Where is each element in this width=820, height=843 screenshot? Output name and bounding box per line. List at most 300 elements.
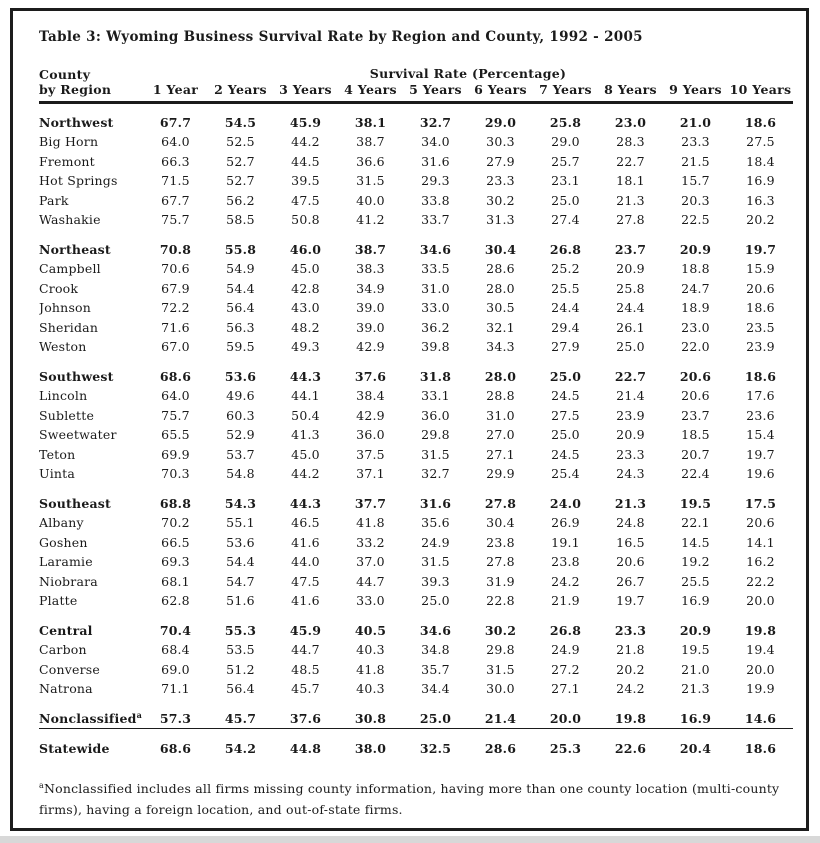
value-cell: 27.2: [551, 661, 580, 677]
value-cell: 23.6: [746, 407, 775, 423]
value-cell: 70.6: [161, 261, 190, 276]
value-cell: 54.4: [226, 280, 255, 296]
value-cell: 28.6: [484, 740, 517, 756]
value-cell: 22.5: [681, 212, 710, 227]
value-cell: 44.7: [291, 642, 320, 657]
value-cell: 25.2: [551, 261, 580, 276]
value-cell: 20.6: [681, 388, 710, 403]
region-row-southeast: [39, 494, 793, 514]
value-cell: 30.5: [486, 300, 515, 315]
column-header-1-year: 1 Year: [143, 82, 208, 103]
value-cell: 42.9: [356, 407, 385, 423]
value-cell: 28.0: [484, 368, 517, 384]
value-cell: 40.5: [354, 622, 387, 638]
value-cell: 29.9: [486, 466, 515, 481]
value-cell: 46.5: [291, 515, 320, 530]
value-cell: 70.2: [161, 515, 190, 530]
value-cell: 25.5: [551, 280, 580, 296]
value-cell: 39.0: [356, 300, 385, 315]
value-cell: 19.5: [681, 642, 710, 657]
row-label: Sublette: [39, 407, 95, 423]
value-cell: 19.9: [746, 681, 775, 696]
value-cell: 46.0: [289, 241, 322, 257]
value-cell: 25.8: [549, 114, 582, 130]
value-cell: 24.5: [551, 388, 580, 403]
value-cell: 71.6: [161, 319, 190, 335]
row-label: Northeast: [39, 241, 111, 257]
value-cell: 54.8: [226, 466, 255, 481]
table-body: [39, 103, 793, 759]
value-cell: 48.5: [291, 661, 320, 677]
value-cell: 18.9: [681, 300, 710, 315]
value-cell: 21.3: [616, 192, 645, 208]
value-cell: 24.0: [549, 495, 582, 511]
value-cell: 34.6: [419, 241, 452, 257]
value-cell: 33.0: [421, 300, 450, 315]
value-cell: 54.5: [224, 114, 257, 130]
value-cell: 15.7: [681, 173, 710, 188]
value-cell: 30.4: [484, 241, 517, 257]
column-header-9-years: 9 Years: [663, 82, 728, 103]
value-cell: 29.8: [421, 427, 450, 442]
value-cell: 68.4: [161, 642, 190, 657]
value-cell: 28.8: [486, 388, 515, 403]
value-cell: 56.4: [226, 681, 255, 696]
value-cell: 71.1: [161, 681, 190, 696]
county-row-albany: [39, 513, 793, 533]
value-cell: 64.0: [161, 388, 190, 403]
county-row-sweetwater: [39, 425, 793, 445]
value-cell: 31.5: [356, 173, 385, 188]
value-cell: 28.6: [486, 261, 515, 276]
row-label: Carbon: [39, 642, 87, 657]
row-header-line2: by Region: [39, 82, 143, 103]
region-row-southwest: [39, 367, 793, 387]
value-cell: 45.0: [291, 261, 320, 276]
row-label: Sheridan: [39, 319, 99, 335]
row-label: Northwest: [39, 114, 114, 130]
value-cell: 67.7: [159, 114, 192, 130]
group-spacer: [39, 484, 793, 494]
row-nonclassified: [39, 709, 793, 729]
county-row-big-horn: [39, 132, 793, 152]
value-cell: 34.4: [421, 681, 450, 696]
column-header-5-years: 5 Years: [403, 82, 468, 103]
value-cell: 66.5: [161, 534, 190, 550]
row-label: Platte: [39, 593, 78, 608]
value-cell: 35.7: [421, 661, 450, 677]
county-row-sheridan: [39, 318, 793, 338]
row-label: Fremont: [39, 153, 95, 169]
county-row-sublette: [39, 406, 793, 426]
value-cell: 68.1: [161, 573, 190, 589]
column-header-3-years: 3 Years: [273, 82, 338, 103]
value-cell: 18.6: [746, 300, 775, 315]
row-label: Natrona: [39, 681, 93, 696]
value-cell: 64.0: [161, 134, 190, 149]
value-cell: 38.7: [356, 134, 385, 149]
value-cell: 18.6: [744, 114, 777, 130]
row-label: Crook: [39, 280, 79, 296]
value-cell: 41.6: [291, 593, 320, 608]
value-cell: 41.2: [356, 212, 385, 227]
value-cell: 56.3: [226, 319, 255, 335]
county-row-niobrara: [39, 572, 793, 592]
value-cell: 39.0: [356, 319, 385, 335]
value-cell: 53.7: [226, 446, 255, 462]
value-cell: 28.3: [616, 134, 645, 149]
value-cell: 45.7: [208, 709, 273, 729]
value-cell: 53.5: [226, 642, 255, 657]
value-cell: 22.7: [614, 368, 647, 384]
region-row-northwest: [39, 113, 793, 133]
value-cell: 25.0: [551, 192, 580, 208]
value-cell: 23.3: [681, 134, 710, 149]
value-cell: 22.6: [614, 740, 647, 756]
value-cell: 20.2: [746, 212, 775, 227]
value-cell: 38.1: [354, 114, 387, 130]
value-cell: 16.9: [663, 709, 728, 729]
value-cell: 20.4: [679, 740, 712, 756]
value-cell: 29.0: [551, 134, 580, 149]
value-cell: 38.4: [356, 388, 385, 403]
value-cell: 23.7: [614, 241, 647, 257]
row-label: Niobrara: [39, 573, 98, 589]
value-cell: 44.1: [291, 388, 320, 403]
value-cell: 23.5: [746, 319, 775, 335]
value-cell: 44.2: [291, 466, 320, 481]
value-cell: 32.7: [419, 114, 452, 130]
value-cell: 20.2: [616, 661, 645, 677]
value-cell: 22.0: [681, 339, 710, 354]
value-cell: 47.5: [291, 192, 320, 208]
value-cell: 72.2: [161, 300, 190, 315]
value-cell: 28.0: [486, 280, 515, 296]
value-cell: 18.6: [744, 368, 777, 384]
group-column-header: Survival Rate (Percentage): [369, 66, 567, 81]
value-cell: 17.5: [744, 495, 777, 511]
value-cell: 21.0: [679, 114, 712, 130]
value-cell: 50.8: [291, 212, 320, 227]
value-cell: 26.8: [549, 622, 582, 638]
value-cell: 26.1: [616, 319, 645, 335]
value-cell: 34.6: [419, 622, 452, 638]
value-cell: 20.0: [746, 593, 775, 608]
county-row-uinta: [39, 464, 793, 484]
value-cell: 20.6: [616, 554, 645, 569]
group-spacer: [39, 103, 793, 113]
value-cell: 27.9: [551, 339, 580, 354]
value-cell: 31.5: [486, 661, 515, 677]
value-cell: 48.2: [291, 319, 320, 335]
value-cell: 18.6: [744, 740, 777, 756]
value-cell: 23.9: [616, 407, 645, 423]
row-label: Southwest: [39, 368, 114, 384]
value-cell: 41.3: [291, 427, 320, 442]
region-row-northeast: [39, 240, 793, 260]
value-cell: 49.3: [291, 339, 320, 354]
value-cell: 31.0: [421, 280, 450, 296]
value-cell: 25.0: [403, 709, 468, 729]
row-label-superscript: a: [136, 709, 142, 720]
value-cell: 30.2: [486, 192, 515, 208]
value-cell: 14.5: [681, 534, 710, 550]
value-cell: 14.6: [728, 709, 793, 729]
value-cell: 44.5: [291, 153, 320, 169]
value-cell: 34.3: [486, 339, 515, 354]
value-cell: 29.3: [421, 173, 450, 188]
footnote: [39, 778, 787, 820]
footnote-text: Nonclassified includes all firms missing county information, having more than one county location (multi-county firms), having a foreign location, and out-of-state firms.: [39, 781, 780, 817]
value-cell: 56.4: [226, 300, 255, 315]
value-cell: 20.7: [681, 446, 710, 462]
row-label: Uinta: [39, 466, 76, 481]
column-header-4-years: 4 Years: [338, 82, 403, 103]
value-cell: 31.0: [486, 407, 515, 423]
value-cell: 23.3: [486, 173, 515, 188]
row-label: Laramie: [39, 554, 93, 569]
value-cell: 71.5: [161, 173, 190, 188]
value-cell: 45.7: [291, 681, 320, 696]
county-row-hot-springs: [39, 171, 793, 191]
column-header-6-years: 6 Years: [468, 82, 533, 103]
value-cell: 31.6: [421, 153, 450, 169]
value-cell: 23.3: [614, 622, 647, 638]
value-cell: 24.7: [681, 280, 710, 296]
value-cell: 36.2: [421, 319, 450, 335]
value-cell: 23.8: [551, 554, 580, 569]
value-cell: 44.0: [291, 554, 320, 569]
county-row-park: [39, 191, 793, 211]
value-cell: 35.6: [421, 515, 450, 530]
value-cell: 16.2: [746, 554, 775, 569]
value-cell: 23.0: [614, 114, 647, 130]
value-cell: 34.8: [421, 642, 450, 657]
value-cell: 36.0: [356, 427, 385, 442]
value-cell: 24.3: [616, 466, 645, 481]
value-cell: 24.5: [551, 446, 580, 462]
value-cell: 37.6: [273, 709, 338, 729]
column-header-10-years: 10 Years: [728, 82, 793, 103]
value-cell: 27.9: [486, 153, 515, 169]
value-cell: 33.8: [421, 192, 450, 208]
value-cell: 51.2: [226, 661, 255, 677]
value-cell: 20.9: [679, 241, 712, 257]
row-label: Johnson: [39, 300, 92, 315]
value-cell: 40.3: [356, 681, 385, 696]
value-cell: 30.2: [484, 622, 517, 638]
value-cell: 22.4: [681, 466, 710, 481]
value-cell: 22.1: [681, 515, 710, 530]
footnote-superscript: a: [39, 780, 44, 790]
value-cell: 45.9: [289, 622, 322, 638]
value-cell: 39.3: [421, 573, 450, 589]
value-cell: 40.0: [356, 192, 385, 208]
value-cell: 24.4: [551, 300, 580, 315]
value-cell: 25.3: [549, 740, 582, 756]
value-cell: 37.0: [356, 554, 385, 569]
value-cell: 37.7: [354, 495, 387, 511]
row-header-line1: County: [39, 67, 91, 82]
value-cell: 67.7: [161, 192, 190, 208]
row-label: Albany: [39, 515, 84, 530]
value-cell: 67.0: [161, 339, 190, 354]
county-row-johnson: [39, 298, 793, 318]
row-label: Central: [39, 622, 93, 638]
table-title: Table 3: Wyoming Business Survival Rate by Region and County, 1992 - 2005: [39, 29, 643, 45]
value-cell: 21.3: [681, 681, 710, 696]
value-cell: 20.9: [616, 427, 645, 442]
value-cell: 19.7: [746, 446, 775, 462]
value-cell: 16.9: [681, 593, 710, 608]
value-cell: 70.3: [161, 466, 190, 481]
value-cell: 24.2: [551, 573, 580, 589]
value-cell: 30.3: [486, 134, 515, 149]
value-cell: 33.1: [421, 388, 450, 403]
value-cell: 16.9: [746, 173, 775, 188]
value-cell: 41.8: [356, 661, 385, 677]
page-bottom-edge: [0, 836, 820, 843]
value-cell: 21.3: [614, 495, 647, 511]
county-row-fremont: [39, 152, 793, 172]
value-cell: 51.6: [226, 593, 255, 608]
value-cell: 34.0: [421, 134, 450, 149]
value-cell: 52.7: [226, 173, 255, 188]
value-cell: 38.0: [354, 740, 387, 756]
value-cell: 30.0: [486, 681, 515, 696]
value-cell: 44.7: [356, 573, 385, 589]
value-cell: 62.8: [161, 593, 190, 608]
value-cell: 21.5: [681, 153, 710, 169]
group-spacer: [39, 699, 793, 709]
value-cell: 38.7: [354, 241, 387, 257]
value-cell: 19.4: [746, 642, 775, 657]
value-cell: 69.0: [161, 661, 190, 677]
value-cell: 27.0: [486, 427, 515, 442]
value-cell: 26.7: [616, 573, 645, 589]
row-label: Washakie: [39, 212, 101, 227]
value-cell: 54.3: [224, 495, 257, 511]
value-cell: 53.6: [226, 534, 255, 550]
value-cell: 15.4: [746, 427, 775, 442]
row-label: Park: [39, 192, 69, 208]
row-label: Weston: [39, 339, 87, 354]
value-cell: 34.9: [356, 280, 385, 296]
row-label: Big Horn: [39, 134, 99, 149]
value-cell: 75.7: [161, 407, 190, 423]
value-cell: 68.8: [159, 495, 192, 511]
value-cell: 56.2: [226, 192, 255, 208]
value-cell: 70.8: [159, 241, 192, 257]
value-cell: 16.5: [616, 534, 645, 550]
group-spacer: [39, 230, 793, 240]
value-cell: 45.0: [291, 446, 320, 462]
value-cell: 30.4: [486, 515, 515, 530]
value-cell: 58.5: [226, 212, 255, 227]
value-cell: 31.6: [419, 495, 452, 511]
value-cell: 55.3: [224, 622, 257, 638]
row-label: Southeast: [39, 495, 111, 511]
value-cell: 14.1: [746, 534, 775, 550]
value-cell: 60.3: [226, 407, 255, 423]
county-row-converse: [39, 660, 793, 680]
value-cell: 44.2: [291, 134, 320, 149]
row-label: Campbell: [39, 261, 101, 276]
column-header-2-years: 2 Years: [208, 82, 273, 103]
value-cell: 20.6: [746, 515, 775, 530]
value-cell: 19.6: [746, 466, 775, 481]
value-cell: 24.9: [551, 642, 580, 657]
value-cell: 21.0: [681, 661, 710, 677]
county-row-teton: [39, 445, 793, 465]
value-cell: 31.5: [421, 446, 450, 462]
value-cell: 50.4: [291, 407, 320, 423]
value-cell: 31.5: [421, 554, 450, 569]
value-cell: 52.5: [226, 134, 255, 149]
value-cell: 55.8: [224, 241, 257, 257]
group-spacer: [39, 729, 793, 739]
value-cell: 22.8: [486, 593, 515, 608]
value-cell: 44.3: [289, 495, 322, 511]
value-cell: 68.6: [159, 740, 192, 756]
value-cell: 32.1: [486, 319, 515, 335]
value-cell: 18.5: [681, 427, 710, 442]
value-cell: 68.6: [159, 368, 192, 384]
value-cell: 52.9: [226, 427, 255, 442]
value-cell: 30.8: [338, 709, 403, 729]
value-cell: 20.9: [616, 261, 645, 276]
value-cell: 27.4: [551, 212, 580, 227]
value-cell: 32.5: [419, 740, 452, 756]
row-label: Converse: [39, 661, 100, 677]
value-cell: 25.5: [681, 573, 710, 589]
row-label: Sweetwater: [39, 427, 117, 442]
county-row-goshen: [39, 533, 793, 553]
value-cell: 29.8: [486, 642, 515, 657]
value-cell: 25.7: [551, 153, 580, 169]
row-label: Hot Springs: [39, 173, 118, 188]
value-cell: 54.2: [224, 740, 257, 756]
value-cell: 39.8: [421, 339, 450, 354]
value-cell: 41.8: [356, 515, 385, 530]
value-cell: 37.6: [354, 368, 387, 384]
row-label: Goshen: [39, 534, 88, 550]
row-statewide: [39, 739, 793, 759]
value-cell: 65.5: [161, 427, 190, 442]
county-row-washakie: [39, 210, 793, 230]
value-cell: 21.4: [468, 709, 533, 729]
value-cell: 32.7: [421, 466, 450, 481]
region-row-central: [39, 621, 793, 641]
value-cell: 37.5: [356, 446, 385, 462]
value-cell: 16.3: [746, 192, 775, 208]
value-cell: 24.4: [616, 300, 645, 315]
value-cell: 36.0: [421, 407, 450, 423]
value-cell: 24.2: [616, 681, 645, 696]
value-cell: 31.3: [486, 212, 515, 227]
value-cell: 25.0: [421, 593, 450, 608]
value-cell: 18.8: [681, 261, 710, 276]
county-row-weston: [39, 337, 793, 357]
value-cell: 19.8: [744, 622, 777, 638]
value-cell: 57.3: [143, 709, 208, 729]
value-cell: 43.0: [291, 300, 320, 315]
row-label: Statewide: [39, 740, 110, 756]
value-cell: 25.4: [551, 466, 580, 481]
page-content: [13, 11, 806, 820]
value-cell: 27.5: [551, 407, 580, 423]
value-cell: 19.2: [681, 554, 710, 569]
